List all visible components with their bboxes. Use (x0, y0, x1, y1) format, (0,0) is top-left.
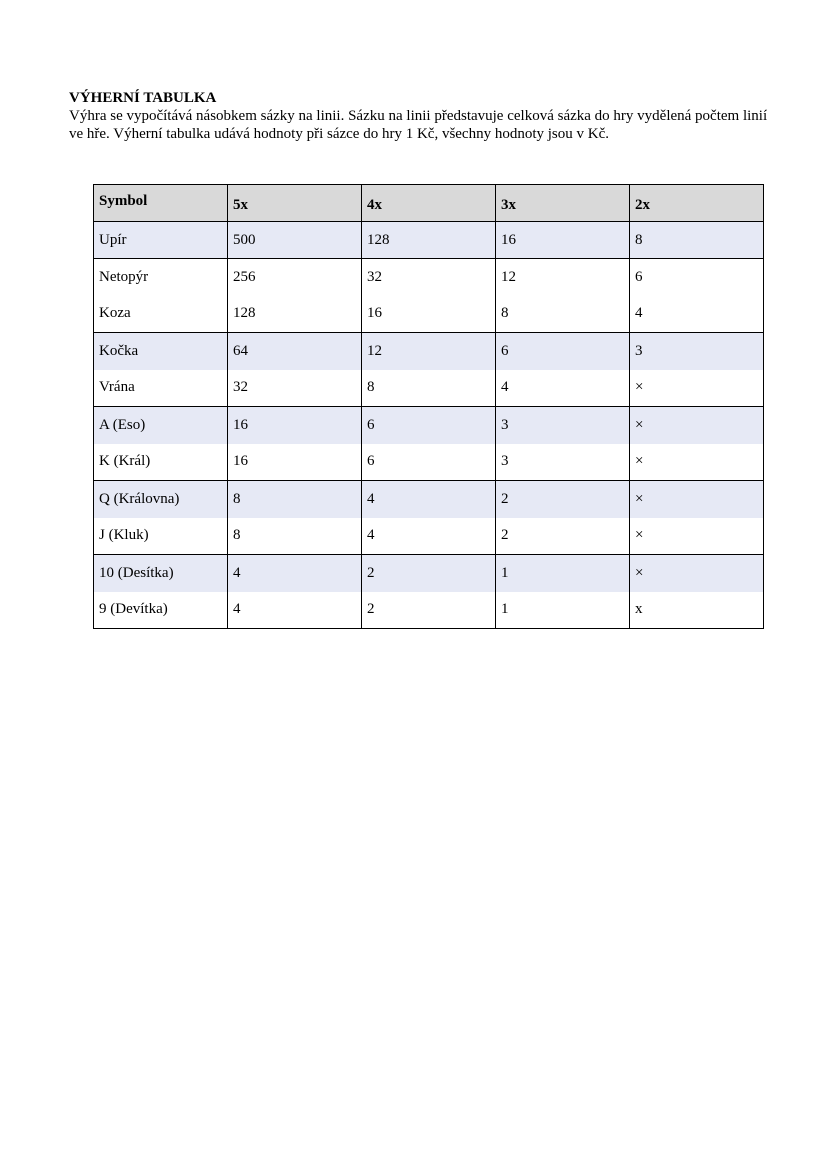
symbol-cell: Q (Královna) (94, 481, 228, 518)
payout-4x-cell: 4 (362, 518, 496, 555)
table-body (94, 222, 764, 629)
payout-section (69, 89, 769, 143)
payout-2x-cell: 8 (630, 222, 764, 259)
table-row (94, 407, 764, 444)
table-row (94, 333, 764, 370)
payout-4x-cell: 2 (362, 592, 496, 629)
intro-paragraph: Výhra se vypočítává násobkem sázky na linii. Sázku na linii představuje celková sázka do hry vydělená počtem linií ve hře. Výherní tabulka udává hodnoty při sázce do hry 1 Kč, všechny hodnoty jsou v Kč. (69, 108, 768, 142)
payout-2x-cell: 3 (630, 333, 764, 370)
payout-2x-cell: 6 (630, 259, 764, 296)
symbol-cell: Netopýr (94, 259, 228, 296)
payout-5x-cell: 500 (228, 222, 362, 259)
symbol-cell: K (Král) (94, 444, 228, 481)
payout-4x-cell: 12 (362, 333, 496, 370)
payout-4x-cell: 2 (362, 555, 496, 592)
payout-5x-cell: 8 (228, 518, 362, 555)
payout-3x-cell: 2 (496, 481, 630, 518)
payout-5x-cell: 4 (228, 555, 362, 592)
payout-5x-cell: 64 (228, 333, 362, 370)
payout-2x-cell: × (630, 555, 764, 592)
payout-4x-cell: 128 (362, 222, 496, 259)
payout-4x-cell: 4 (362, 481, 496, 518)
table-row (94, 296, 764, 333)
table-row (94, 370, 764, 407)
payout-3x-cell: 4 (496, 370, 630, 407)
symbol-cell: Upír (94, 222, 228, 259)
payout-4x-cell: 6 (362, 407, 496, 444)
symbol-cell: A (Eso) (94, 407, 228, 444)
header-3x: 3x (496, 185, 630, 222)
payout-5x-cell: 128 (228, 296, 362, 333)
payout-2x-cell: × (630, 518, 764, 555)
table-header-row (94, 185, 764, 222)
payout-3x-cell: 8 (496, 296, 630, 333)
symbol-cell: 9 (Devítka) (94, 592, 228, 629)
payout-table (93, 184, 764, 629)
payout-5x-cell: 256 (228, 259, 362, 296)
payout-2x-cell: x (630, 592, 764, 629)
header-2x: 2x (630, 185, 764, 222)
payout-3x-cell: 1 (496, 592, 630, 629)
payout-3x-cell: 1 (496, 555, 630, 592)
payout-4x-cell: 8 (362, 370, 496, 407)
payout-5x-cell: 16 (228, 444, 362, 481)
table-row (94, 592, 764, 629)
payout-5x-cell: 32 (228, 370, 362, 407)
payout-3x-cell: 16 (496, 222, 630, 259)
symbol-cell: Koza (94, 296, 228, 333)
symbol-cell: 10 (Desítka) (94, 555, 228, 592)
table-row (94, 444, 764, 481)
payout-2x-cell: × (630, 481, 764, 518)
symbol-cell: J (Kluk) (94, 518, 228, 555)
payout-2x-cell: × (630, 370, 764, 407)
payout-3x-cell: 6 (496, 333, 630, 370)
page-title: VÝHERNÍ TABULKA (69, 90, 217, 106)
header-symbol: Symbol (94, 185, 228, 222)
payout-2x-cell: × (630, 407, 764, 444)
payout-3x-cell: 12 (496, 259, 630, 296)
payout-5x-cell: 4 (228, 592, 362, 629)
table-row (94, 518, 764, 555)
header-4x: 4x (362, 185, 496, 222)
payout-4x-cell: 6 (362, 444, 496, 481)
payout-3x-cell: 2 (496, 518, 630, 555)
payout-3x-cell: 3 (496, 444, 630, 481)
payout-2x-cell: 4 (630, 296, 764, 333)
payout-3x-cell: 3 (496, 407, 630, 444)
payout-4x-cell: 16 (362, 296, 496, 333)
payout-2x-cell: × (630, 444, 764, 481)
table-row (94, 222, 764, 259)
table-row (94, 259, 764, 296)
payout-5x-cell: 16 (228, 407, 362, 444)
payout-5x-cell: 8 (228, 481, 362, 518)
symbol-cell: Vrána (94, 370, 228, 407)
header-5x: 5x (228, 185, 362, 222)
symbol-cell: Kočka (94, 333, 228, 370)
payout-4x-cell: 32 (362, 259, 496, 296)
table-row (94, 481, 764, 518)
table-row (94, 555, 764, 592)
